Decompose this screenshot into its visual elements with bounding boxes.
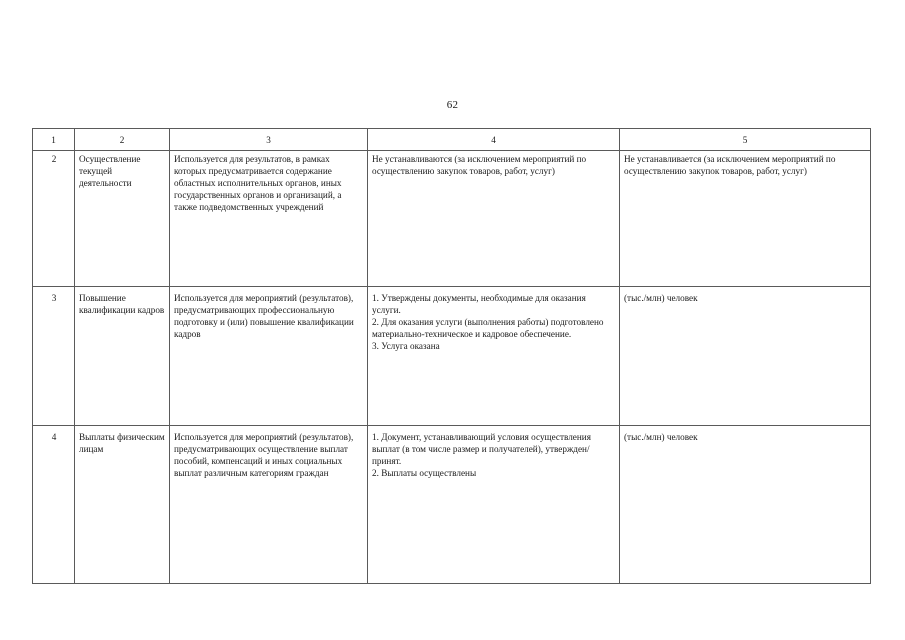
column-number-1: 1	[33, 129, 75, 151]
table-row	[33, 151, 871, 287]
document-table	[32, 128, 871, 584]
row-name: Повышение квалификации кадров	[75, 287, 170, 426]
row-unit: (тыс./млн) человек	[620, 287, 871, 426]
page-number: 62	[446, 99, 459, 111]
column-number-4: 4	[368, 129, 620, 151]
row-control-points	[368, 287, 620, 426]
row-unit: Не устанавливается (за исключением мероприятий по осуществлению закупок товаров, работ, услуг)	[620, 151, 871, 287]
row-description: Используется для результатов, в рамках которых предусматривается содержание областных исполнительных органов, иных государственных органов и организаций, а также подведомственных учреждений	[170, 151, 368, 287]
control-point: 2. Для оказания услуги (выполнения работы) подготовлено материально-техническое и кадровое обеспечение.	[372, 316, 604, 339]
column-number-2: 2	[75, 129, 170, 151]
column-number-3: 3	[170, 129, 368, 151]
row-number: 4	[33, 426, 75, 584]
table-row	[33, 426, 871, 584]
table-header-row	[33, 129, 871, 151]
row-control-points	[368, 426, 620, 584]
row-name: Выплаты физическим лицам	[75, 426, 170, 584]
row-name: Осуществление текущей деятельности	[75, 151, 170, 287]
column-number-5: 5	[620, 129, 871, 151]
row-description: Используется для мероприятий (результатов), предусматривающих профессиональную подготовку и (или) повышение квалификации кадров	[170, 287, 368, 426]
row-unit: (тыс./млн) человек	[620, 426, 871, 584]
table-row	[33, 287, 871, 426]
control-point: Не устанавливаются (за исключением мероприятий по осуществлению закупок товаров, работ, услуг)	[372, 154, 587, 176]
control-point: 1. Утверждены документы, необходимые для оказания услуги.	[372, 293, 586, 315]
control-point: 2. Выплаты осуществлены	[372, 467, 477, 478]
row-control-points	[368, 151, 620, 287]
control-point: 3. Услуга оказана	[372, 340, 440, 351]
row-number: 2	[33, 151, 75, 287]
row-description: Используется для мероприятий (результатов), предусматривающих осуществление выплат пособий, компенсаций и иных социальных выплат различным категориям граждан	[170, 426, 368, 584]
row-number: 3	[33, 287, 75, 426]
control-point: 1. Документ, устанавливающий условия осуществления выплат (в том числе размер и получателей), утвержден/принят.	[372, 432, 591, 466]
